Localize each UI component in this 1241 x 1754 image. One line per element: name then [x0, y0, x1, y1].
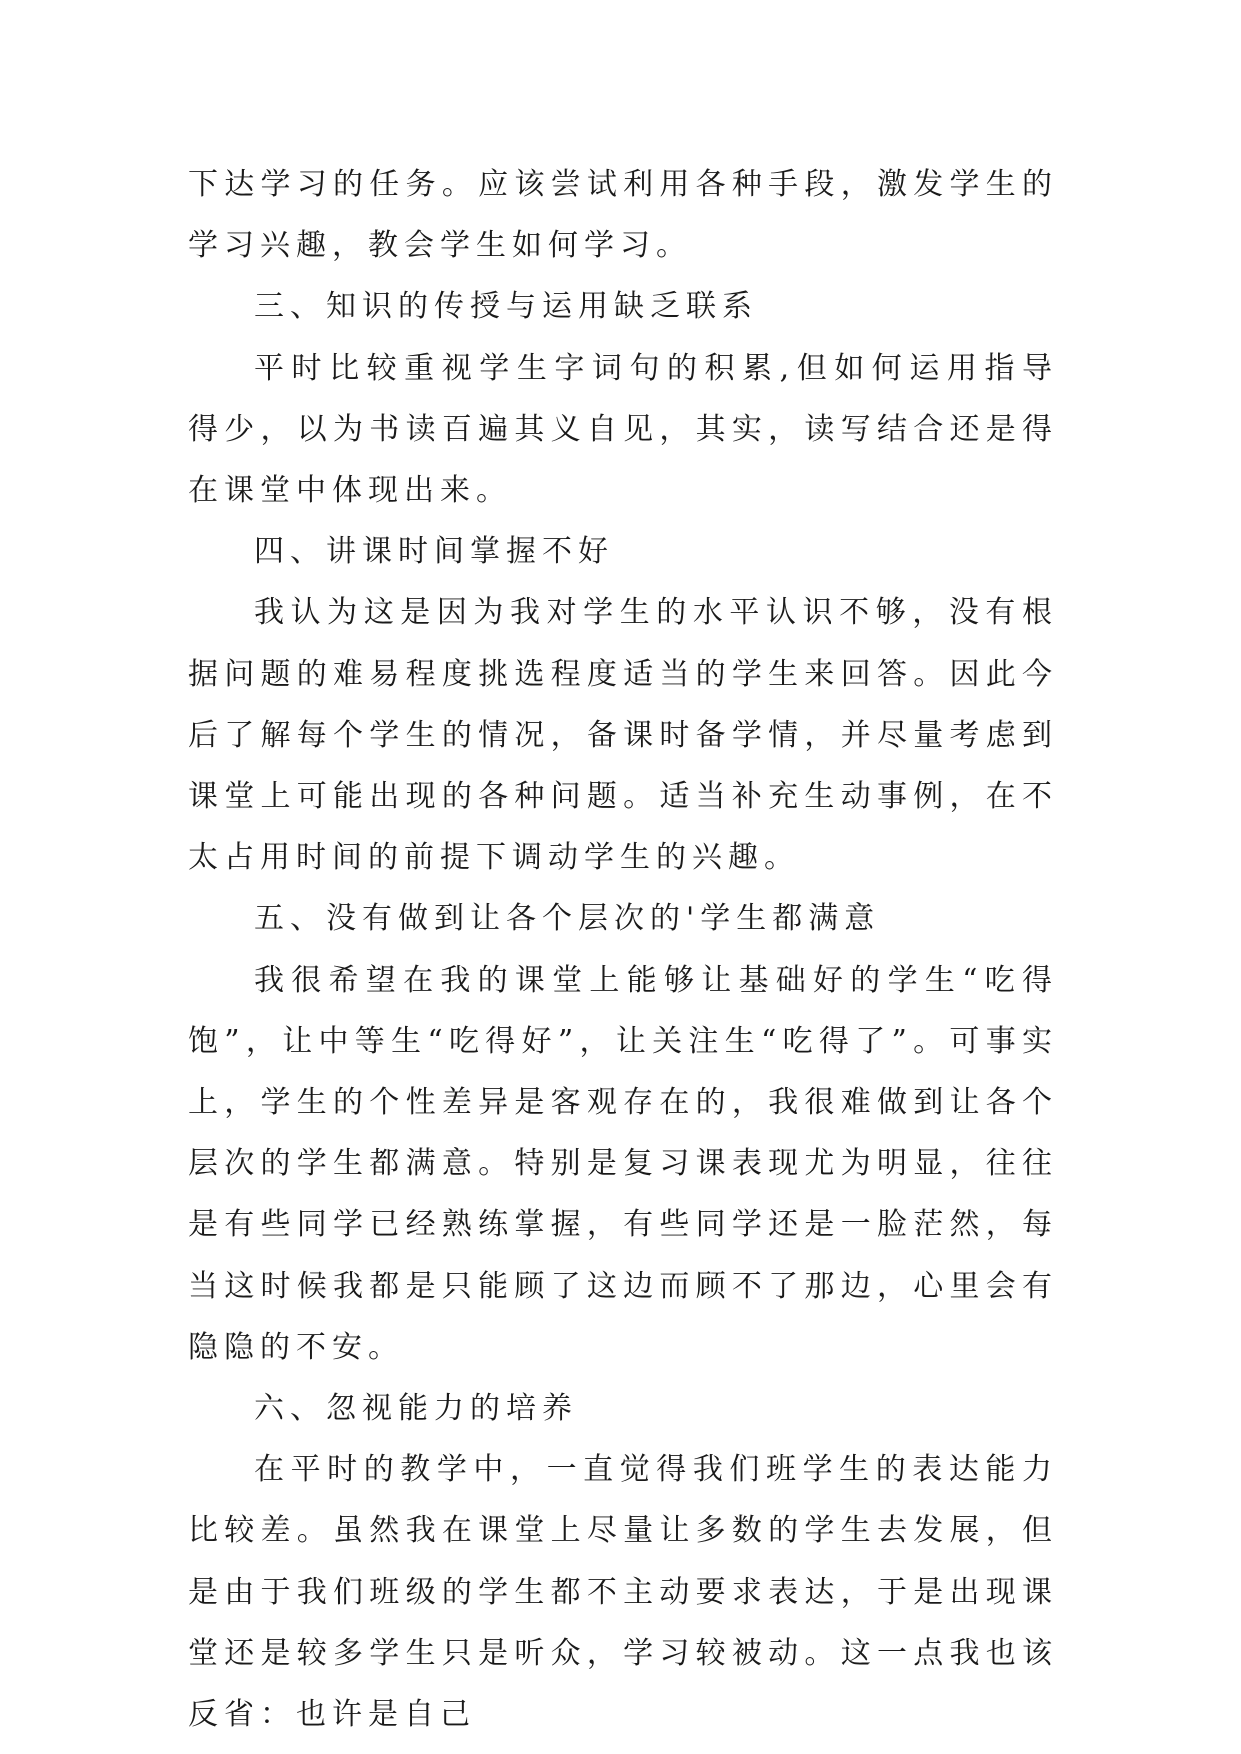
document-body — [188, 154, 1058, 1745]
section-heading-3: 三、知识的传授与运用缺乏联系 — [254, 289, 758, 325]
paragraph: 平时比较重视学生字词句的积累,但如何运用指导得少，以为书读百遍其义自见，其实，读写结合还是得在课堂中体现出来。 — [188, 350, 1058, 509]
paragraph-continuation: 下达学习的任务。应该尝试利用各种手段，激发学生的学习兴趣，教会学生如何学习。 — [188, 167, 1058, 264]
paragraph: 在平时的教学中，一直觉得我们班学生的表达能力比较差。虽然我在课堂上尽量让多数的学生去发展，但是由于我们班级的学生都不主动要求表达，于是出现课堂还是较多学生只是听众，学习较被动。这一点我也该反省：也许是自己 — [188, 1452, 1058, 1733]
section-heading-4: 四、讲课时间掌握不好 — [254, 534, 614, 570]
section-heading-6: 六、忽视能力的培养 — [254, 1391, 578, 1427]
paragraph: 我认为这是因为我对学生的水平认识不够，没有根据问题的难易程度挑选程度适当的学生来回答。因此今后了解每个学生的情况，备课时备学情，并尽量考虑到课堂上可能出现的各种问题。适当补充生动事例，在不太占用时间的前提下调动学生的兴趣。 — [188, 595, 1058, 876]
paragraph: 我很希望在我的课堂上能够让基础好的学生“吃得饱”，让中等生“吃得好”，让关注生“吃得了”。可事实上，学生的个性差异是客观存在的，我很难做到让各个层次的学生都满意。特别是复习课表现尤为明显，往往是有些同学已经熟练掌握，有些同学还是一脸茫然，每当这时候我都是只能顾了这边而顾不了那边，心里会有隐隐的不安。 — [188, 962, 1058, 1365]
section-heading-5: 五、没有做到让各个层次的'学生都满意 — [254, 901, 881, 937]
